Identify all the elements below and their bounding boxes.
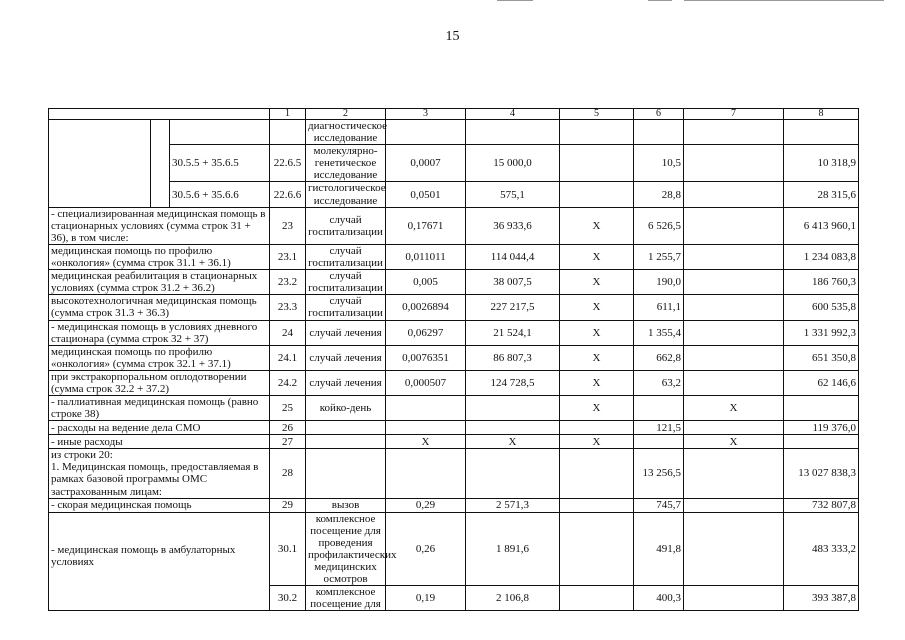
row-col6: 1 355,4 xyxy=(634,320,684,345)
row-col8: 1 234 083,8 xyxy=(784,244,859,269)
row-col5: X xyxy=(560,295,634,320)
row-col7 xyxy=(684,145,784,182)
row-col5 xyxy=(560,449,634,498)
row-col5 xyxy=(560,498,634,512)
table-row xyxy=(49,370,859,395)
row-description: - скорая медицинская помощь xyxy=(49,498,270,512)
row-col7 xyxy=(684,270,784,295)
row-col6 xyxy=(634,435,684,449)
row-col6: 121,5 xyxy=(634,421,684,435)
table-row xyxy=(49,182,859,207)
row-line-number: 29 xyxy=(270,498,306,512)
row-line-number: 24.1 xyxy=(270,345,306,370)
row-col3 xyxy=(386,396,466,421)
row-unit: случай лечения xyxy=(306,345,386,370)
row-unit: случай лечения xyxy=(306,320,386,345)
row-col8 xyxy=(784,120,859,145)
row-col5: X xyxy=(560,320,634,345)
top-edge-marks xyxy=(0,0,905,4)
row-col4 xyxy=(466,421,560,435)
row-col6: 611,1 xyxy=(634,295,684,320)
row-col5: X xyxy=(560,370,634,395)
row-col8 xyxy=(784,396,859,421)
group-blank-cell xyxy=(49,120,151,208)
row-col7 xyxy=(684,320,784,345)
row-col5 xyxy=(560,421,634,435)
row-source-lines: 30.5.6 + 35.6.6 xyxy=(170,182,270,207)
row-line-number: 23.3 xyxy=(270,295,306,320)
row-col5: X xyxy=(560,435,634,449)
row-col7 xyxy=(684,345,784,370)
row-unit: койко-день xyxy=(306,396,386,421)
row-description: - иные расходы xyxy=(49,435,270,449)
row-col4: 21 524,1 xyxy=(466,320,560,345)
row-col7: X xyxy=(684,435,784,449)
row-description: при экстракорпоральном оплодотворении (сумма строк 32.2 + 37.2) xyxy=(49,370,270,395)
row-line-number: 23.2 xyxy=(270,270,306,295)
row-col4: 1 891,6 xyxy=(466,512,560,586)
row-col7 xyxy=(684,512,784,586)
row-line-number: 23 xyxy=(270,207,306,244)
row-col5: X xyxy=(560,396,634,421)
row-col7 xyxy=(684,244,784,269)
row-col3: 0,06297 xyxy=(386,320,466,345)
row-col7 xyxy=(684,421,784,435)
row-description: медицинская помощь по профилю «онкология» (сумма строк 32.1 + 37.1) xyxy=(49,345,270,370)
row-unit: случай лечения xyxy=(306,370,386,395)
row-col6: 1 255,7 xyxy=(634,244,684,269)
row-col3: 0,26 xyxy=(386,512,466,586)
row-col3: 0,17671 xyxy=(386,207,466,244)
row-col4: 86 807,3 xyxy=(466,345,560,370)
row-unit: гистологическое исследование xyxy=(306,182,386,207)
table-row xyxy=(49,145,859,182)
table-row xyxy=(49,270,859,295)
row-line-number: 25 xyxy=(270,396,306,421)
row-col3: 0,0026894 xyxy=(386,295,466,320)
row-line-number: 23.1 xyxy=(270,244,306,269)
row-col8: 119 376,0 xyxy=(784,421,859,435)
row-col5 xyxy=(560,120,634,145)
row-col5: X xyxy=(560,207,634,244)
row-col6: 13 256,5 xyxy=(634,449,684,498)
row-description: - медицинская помощь в условиях дневного стационара (сумма строк 32 + 37) xyxy=(49,320,270,345)
row-col4: X xyxy=(466,435,560,449)
row-col6 xyxy=(634,396,684,421)
row-col4 xyxy=(466,120,560,145)
table-row xyxy=(49,421,859,435)
row-unit: комплексное посещение для xyxy=(306,586,386,611)
header-cell: 5 xyxy=(560,109,634,120)
row-col6: 491,8 xyxy=(634,512,684,586)
row-col4: 2 571,3 xyxy=(466,498,560,512)
row-col4: 124 728,5 xyxy=(466,370,560,395)
row-col5 xyxy=(560,586,634,611)
header-cell: 7 xyxy=(684,109,784,120)
table-row xyxy=(49,498,859,512)
row-col8: 13 027 838,3 xyxy=(784,449,859,498)
header-cell xyxy=(49,109,270,120)
row-col3: 0,0076351 xyxy=(386,345,466,370)
column-number-row xyxy=(49,109,859,120)
row-col8: 6 413 960,1 xyxy=(784,207,859,244)
row-col8: 651 350,8 xyxy=(784,345,859,370)
row-description: - медицинская помощь в амбулаторных условиях xyxy=(49,512,270,611)
row-line-number: 26 xyxy=(270,421,306,435)
group-blank-cell xyxy=(151,120,170,208)
row-unit xyxy=(306,435,386,449)
row-col4 xyxy=(466,449,560,498)
row-col4: 227 217,5 xyxy=(466,295,560,320)
row-col4: 36 933,6 xyxy=(466,207,560,244)
row-col6: 10,5 xyxy=(634,145,684,182)
table-row xyxy=(49,120,859,145)
row-col8: 600 535,8 xyxy=(784,295,859,320)
row-col7: X xyxy=(684,396,784,421)
row-line-number: 30.1 xyxy=(270,512,306,586)
page-number: 15 xyxy=(445,29,460,44)
row-source-lines xyxy=(170,120,270,145)
row-line-number: 22.6.6 xyxy=(270,182,306,207)
table-row xyxy=(49,435,859,449)
row-col8: 62 146,6 xyxy=(784,370,859,395)
row-col7 xyxy=(684,120,784,145)
row-col6: 28,8 xyxy=(634,182,684,207)
row-col8: 186 760,3 xyxy=(784,270,859,295)
row-col4: 575,1 xyxy=(466,182,560,207)
row-col3 xyxy=(386,421,466,435)
row-col5: X xyxy=(560,345,634,370)
table-row xyxy=(49,244,859,269)
row-col8 xyxy=(784,435,859,449)
header-cell: 8 xyxy=(784,109,859,120)
row-col4: 114 044,4 xyxy=(466,244,560,269)
row-col8: 393 387,8 xyxy=(784,586,859,611)
row-col8: 483 333,2 xyxy=(784,512,859,586)
row-unit xyxy=(306,449,386,498)
row-unit: молекулярно-генетическое исследование xyxy=(306,145,386,182)
row-col8: 10 318,9 xyxy=(784,145,859,182)
row-line-number: 30.2 xyxy=(270,586,306,611)
row-col3: 0,0007 xyxy=(386,145,466,182)
row-col7 xyxy=(684,295,784,320)
row-description: высокотехнологичная медицинская помощь (сумма строк 31.3 + 36.3) xyxy=(49,295,270,320)
row-unit: случай госпитализации xyxy=(306,270,386,295)
row-col3: 0,011011 xyxy=(386,244,466,269)
row-col7 xyxy=(684,586,784,611)
header-cell: 2 xyxy=(306,109,386,120)
row-col6: 662,8 xyxy=(634,345,684,370)
row-col6: 400,3 xyxy=(634,586,684,611)
row-col8: 732 807,8 xyxy=(784,498,859,512)
table-row xyxy=(49,449,859,498)
row-unit: случай госпитализации xyxy=(306,207,386,244)
row-unit: случай госпитализации xyxy=(306,295,386,320)
row-col8: 1 331 992,3 xyxy=(784,320,859,345)
row-col7 xyxy=(684,370,784,395)
row-col6: 6 526,5 xyxy=(634,207,684,244)
row-description: из строки 20: 1. Медицинская помощь, предоставляемая в рамках базовой программы ОМС застрахованным лицам: xyxy=(49,449,270,498)
table-row xyxy=(49,320,859,345)
row-description: - специализированная медицинская помощь в стационарных условиях (сумма строк 31 + 36), в том числе: xyxy=(49,207,270,244)
row-description: медицинская реабилитация в стационарных условиях (сумма строк 31.2 + 36.2) xyxy=(49,270,270,295)
table-row xyxy=(49,512,859,586)
row-col5: X xyxy=(560,244,634,269)
row-col3: 0,005 xyxy=(386,270,466,295)
row-col6 xyxy=(634,120,684,145)
header-cell: 3 xyxy=(386,109,466,120)
row-unit: случай госпитализации xyxy=(306,244,386,269)
row-line-number: 27 xyxy=(270,435,306,449)
row-col5 xyxy=(560,182,634,207)
row-unit: комплексное посещение для проведения профилактических медицинских осмотров xyxy=(306,512,386,586)
row-col3: 0,000507 xyxy=(386,370,466,395)
row-col6: 190,0 xyxy=(634,270,684,295)
row-description: медицинская помощь по профилю «онкология» (сумма строк 31.1 + 36.1) xyxy=(49,244,270,269)
row-col3: X xyxy=(386,435,466,449)
row-col4 xyxy=(466,396,560,421)
row-col6: 63,2 xyxy=(634,370,684,395)
row-col7 xyxy=(684,207,784,244)
header-cell: 1 xyxy=(270,109,306,120)
row-col5 xyxy=(560,512,634,586)
row-col3: 0,29 xyxy=(386,498,466,512)
row-col3 xyxy=(386,120,466,145)
row-unit: диагностическое исследование xyxy=(306,120,386,145)
row-col4: 38 007,5 xyxy=(466,270,560,295)
row-description: - паллиативная медицинская помощь (равно строке 38) xyxy=(49,396,270,421)
row-col7 xyxy=(684,182,784,207)
table-row xyxy=(49,345,859,370)
row-unit: вызов xyxy=(306,498,386,512)
row-col4: 15 000,0 xyxy=(466,145,560,182)
header-cell: 4 xyxy=(466,109,560,120)
data-table xyxy=(48,108,859,611)
row-line-number: 22.6.5 xyxy=(270,145,306,182)
row-line-number: 24.2 xyxy=(270,370,306,395)
row-line-number: 24 xyxy=(270,320,306,345)
row-col7 xyxy=(684,449,784,498)
row-col3 xyxy=(386,449,466,498)
row-col3: 0,0501 xyxy=(386,182,466,207)
header-cell: 6 xyxy=(634,109,684,120)
row-col5: X xyxy=(560,270,634,295)
row-line-number xyxy=(270,120,306,145)
row-source-lines: 30.5.5 + 35.6.5 xyxy=(170,145,270,182)
row-col7 xyxy=(684,498,784,512)
row-line-number: 28 xyxy=(270,449,306,498)
row-description: - расходы на ведение дела СМО xyxy=(49,421,270,435)
table-row xyxy=(49,295,859,320)
row-col5 xyxy=(560,145,634,182)
table-row xyxy=(49,396,859,421)
row-col4: 2 106,8 xyxy=(466,586,560,611)
row-unit xyxy=(306,421,386,435)
table-row xyxy=(49,207,859,244)
row-col8: 28 315,6 xyxy=(784,182,859,207)
row-col6: 745,7 xyxy=(634,498,684,512)
row-col3: 0,19 xyxy=(386,586,466,611)
